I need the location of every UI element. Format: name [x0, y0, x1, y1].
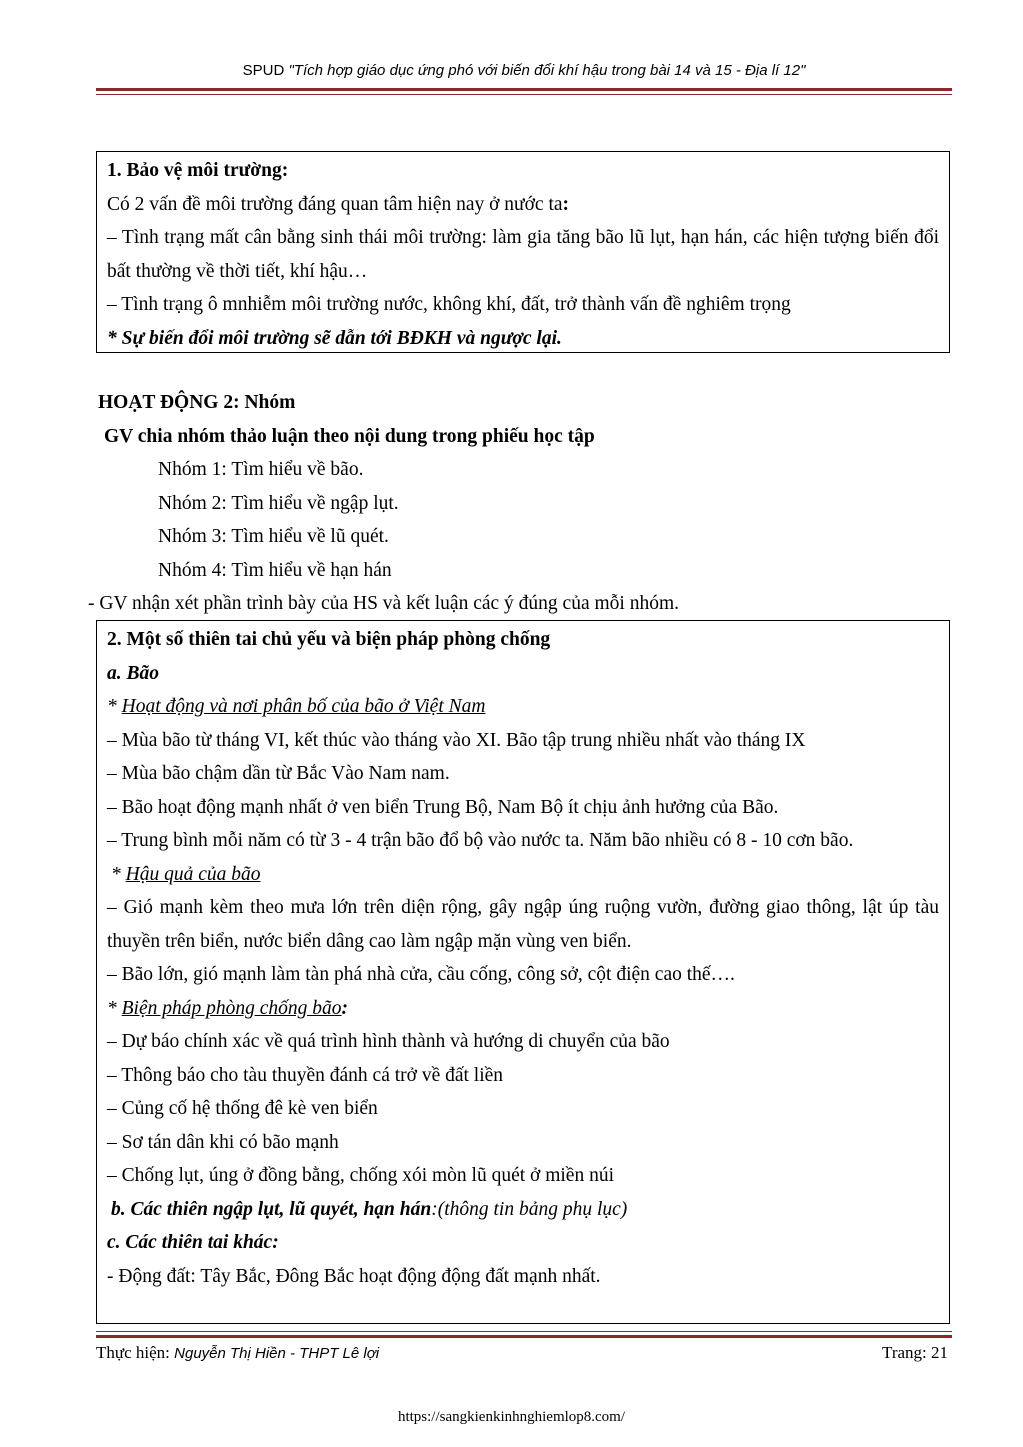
subheading-floods	[107, 1193, 939, 1227]
footer-author: Nguyễn Thị Hiền - THPT Lê lợi	[174, 1345, 380, 1362]
footer-label: Thực hiện:	[96, 1343, 175, 1362]
environment-intro-colon: :	[562, 193, 570, 215]
measures-colon: :	[341, 997, 349, 1019]
list-item: – Mùa bão từ tháng VI, kết thúc vào tháng vào XI. Bão tập trung nhiều nhất vào tháng IX	[107, 729, 806, 751]
consequence-heading	[107, 858, 939, 892]
environment-intro-text: Có 2 vấn đề môi trường đáng quan tâm hiện nay ở nước ta	[107, 193, 563, 215]
storm-activity-heading	[107, 690, 939, 724]
measures-heading	[107, 992, 939, 1026]
group-item: Nhóm 4: Tìm hiểu về hạn hán	[158, 559, 392, 581]
group-item: Nhóm 3: Tìm hiểu về lũ quét.	[158, 526, 389, 547]
source-url[interactable]: https://sangkienkinhnghiemlop8.com/	[397, 1409, 626, 1425]
footer-rule-thin	[96, 1331, 952, 1332]
list-item: – Chống lụt, úng ở đồng bằng, chống xói mòn lũ quét ở miền núi	[107, 1165, 615, 1186]
storm-activity-title: Hoạt động và nơi phân bố của bão ở Việt Nam	[121, 696, 486, 717]
consequence-title: Hậu quả của bão	[125, 863, 261, 885]
activity-subtitle: GV chia nhóm thảo luận theo nội dung trong phiếu học tập	[104, 425, 595, 447]
measures-title: Biện pháp phòng chống bão	[121, 997, 342, 1019]
environment-heading: 1. Bảo vệ môi trường:	[107, 160, 289, 181]
subheading-floods-title: b. Các thiên ngập lụt, lũ quyét, hạn hán	[111, 1198, 432, 1220]
header-rule	[96, 88, 952, 91]
list-item: – Sơ tán dân khi có bão mạnh	[107, 1131, 339, 1153]
group-item: Nhóm 2: Tìm hiểu về ngập lụt.	[158, 492, 399, 514]
activity-section	[88, 386, 958, 621]
activity-title: HOẠT ĐỘNG 2: Nhóm	[98, 392, 296, 413]
list-item: - Động đất: Tây Bắc, Đông Bắc hoạt động động đất mạnh nhất.	[107, 1265, 601, 1287]
list-item: – Dự báo chính xác về quá trình hình thành và hướng di chuyển của bão	[107, 1031, 670, 1052]
list-item: – Gió mạnh kèm theo mưa lớn trên diện rộng, gây ngập úng ruộng vườn, đường giao thông, lật úp tàu thuyền trên biển, nước biển dâng cao làm ngập mặn vùng ven biển.	[107, 897, 939, 952]
disaster-heading: 2. Một số thiên tai chủ yếu và biện pháp phòng chống	[107, 629, 551, 650]
environment-item-2: – Tình trạng ô mnhiễm môi trường nước, không khí, đất, trở thành vấn đề nghiêm trọng	[107, 294, 791, 315]
list-item: – Mùa bão chậm dần từ Bắc Vào Nam nam.	[107, 763, 450, 784]
disaster-box	[96, 620, 950, 1324]
page-footer	[96, 1343, 952, 1363]
bullet-star: *	[107, 696, 122, 717]
header-title: "Tích hợp giáo dục ứng phó với biến đổi khí hậu trong bài 14 và 15 - Địa lí 12"	[288, 62, 806, 79]
group-item: Nhóm 1: Tìm hiểu về bão.	[158, 459, 364, 480]
list-item: – Bão lớn, gió mạnh làm tàn phá nhà cửa, cầu cống, công sở, cột điện cao thế….	[107, 964, 735, 985]
list-item: – Bão hoạt động mạnh nhất ở ven biển Trung Bộ, Nam Bộ ít chịu ảnh hưởng của Bão.	[107, 796, 779, 818]
list-item: – Trung bình mỗi năm có từ 3 - 4 trận bão đổ bộ vào nước ta. Năm bão nhiều có 8 - 10 cơn bão.	[107, 830, 854, 851]
subheading-storm: a. Bão	[107, 662, 160, 684]
page-header	[96, 62, 952, 79]
footer-rule	[96, 1335, 952, 1338]
environment-box	[96, 151, 950, 353]
header-rule-thin	[96, 94, 952, 95]
activity-note: - GV nhận xét phần trình bày của HS và kết luận các ý đúng của mỗi nhóm.	[88, 593, 679, 614]
bullet-star: *	[107, 997, 122, 1019]
bullet-star: *	[111, 863, 126, 885]
subheading-floods-note: :(thông tin bảng phụ lục)	[431, 1198, 628, 1220]
environment-conclusion: * Sự biến đổi môi trường sẽ dẫn tới BĐKH và ngược lại.	[107, 327, 562, 349]
environment-item-1: – Tình trạng mất cân bằng sinh thái môi trường: làm gia tăng bão lũ lụt, hạn hán, các hiện tượng biến đổi bất thường về thời tiết, khí hậu…	[107, 227, 939, 282]
subheading-other: c. Các thiên tai khác:	[107, 1232, 279, 1253]
list-item: – Củng cố hệ thống đê kè ven biển	[107, 1098, 378, 1119]
header-prefix: SPUD	[242, 62, 289, 79]
environment-intro	[107, 188, 939, 222]
list-item: – Thông báo cho tàu thuyền đánh cá trở về đất liền	[107, 1064, 504, 1086]
page-number: Trang: 21	[882, 1343, 948, 1362]
